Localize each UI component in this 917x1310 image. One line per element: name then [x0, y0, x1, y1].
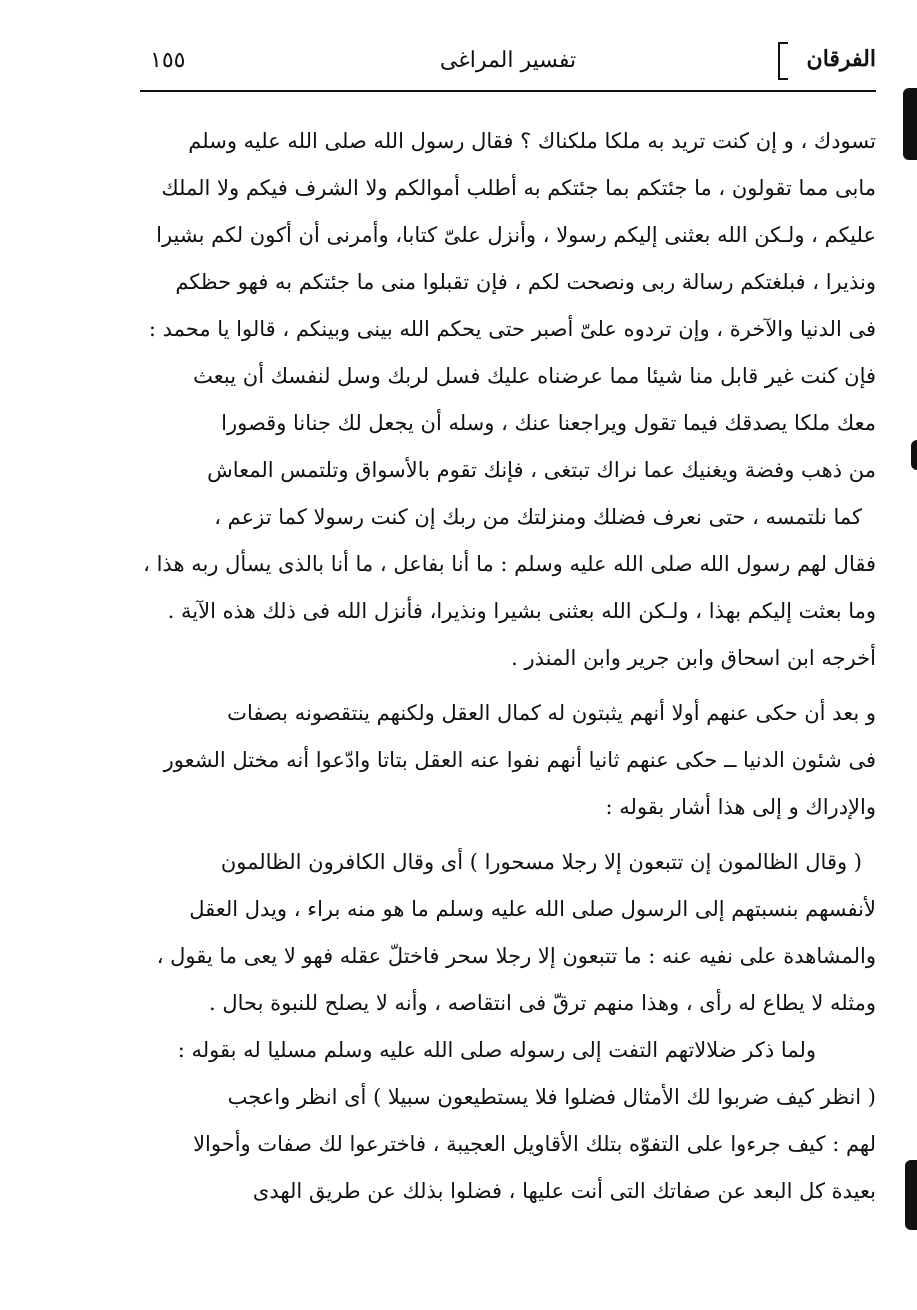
surah-name: الفرقان [806, 46, 876, 72]
page-number: ١٥٥ [150, 48, 186, 73]
text-line: فى الدنيا والآخرة ، وإن تردوه علىّ أصبر حتى يحكم الله بينى وبينكم ، قالوا يا محمد : [148, 317, 876, 341]
text-line: والمشاهدة على نفيه عنه : ما تتبعون إلا رجلا سحر فاختلّ عقله فهو لا يعى ما يقول ، [156, 944, 876, 968]
text-line: بعيدة كل البعد عن صفاتك التى أنت عليها ، فضلوا بذلك عن طريق الهدى [252, 1179, 876, 1203]
text-line: و بعد أن حكى عنهم أولا أنهم يثبتون له كمال العقل ولكنهم ينتقصونه بصفات [227, 701, 876, 725]
scan-edge-mark [905, 1160, 917, 1230]
text-line: عليكم ، ولـكن الله بعثنى إليكم رسولا ، وأنزل علىّ كتابا، وأمرنى أن أكون لكم بشيرا [156, 223, 876, 247]
text-line: لأنفسهم بنسبتهم إلى الرسول صلى الله عليه وسلم ما هو منه براء ، ويدل العقل [189, 897, 876, 921]
page-header [140, 42, 876, 86]
scan-edge-mark [903, 88, 917, 160]
text-line: وما بعثت إليكم بهذا ، ولـكن الله بعثنى بشيرا ونذيرا، فأنزل الله فى ذلك هذه الآية . [167, 599, 876, 623]
text-line: معك ملكا يصدقك فيما تقول ويراجعنا عنك ، وسله أن يجعل لك جنانا وقصورا [221, 411, 876, 435]
text-line: ومثله لا يطاع له رأى ، وهذا منهم ترقّ فى انتقاصه ، وأنه لا يصلح للنبوة بحال . [209, 991, 876, 1015]
text-line: فقال لهم رسول الله صلى الله عليه وسلم : ما أنا بفاعل ، ما أنا بالذى يسأل ربه هذا ، [143, 552, 876, 576]
text-line: مابى مما تقولون ، ما جئتكم بما جئتكم به أطلب أموالكم ولا الشرف فيكم ولا الملك [161, 176, 876, 200]
text-line: ولما ذكر ضلالاتهم التفت إلى رسوله صلى الله عليه وسلم مسليا له بقوله : [177, 1038, 816, 1062]
book-title: تفسير المراغى [439, 48, 577, 73]
text-line: والإدراك و إلى هذا أشار بقوله : [605, 795, 876, 819]
header-divider [140, 90, 876, 92]
text-line: فى شئون الدنيا ــ حكى عنهم ثانيا أنهم نفوا عنه العقل بتاتا وادّعوا أنه مختل الشعور [163, 748, 876, 772]
scan-edge-mark [911, 440, 917, 470]
text-line: تسودك ، و إن كنت تريد به ملكا ملكناك ؟ فقال رسول الله صلى الله عليه وسلم [188, 129, 876, 153]
text-line: من ذهب وفضة ويغنيك عما نراك تبتغى ، فإنك تقوم بالأسواق وتلتمس المعاش [207, 458, 876, 482]
text-line: فإن كنت غير قابل منا شيئا مما عرضناه عليك فسل لربك وسل لنفسك أن يبعث [193, 364, 876, 388]
text-line: كما نلتمسه ، حتى نعرف فضلك ومنزلتك من ربك إن كنت رسولا كما تزعم ، [214, 505, 862, 529]
body-text [140, 118, 876, 1215]
text-line: لهم : كيف جرءوا على التفوّه بتلك الأقاويل العجيبة ، فاخترعوا لك صفات وأحوالا [193, 1132, 876, 1156]
header-bracket [778, 42, 788, 80]
text-line: ونذيرا ، فبلغتكم رسالة ربى ونصحت لكم ، فإن تقبلوا منى ما جئتكم به فهو حظكم [175, 270, 876, 294]
text-line: ( انظر كيف ضربوا لك الأمثال فضلوا فلا يستطيعون سبيلا ) أى انظر واعجب [227, 1085, 876, 1109]
text-line: أخرجه ابن اسحاق وابن جرير وابن المنذر . [511, 646, 876, 670]
text-line: ( وقال الظالمون إن تتبعون إلا رجلا مسحورا ) أى وقال الكافرون الظالمون [220, 850, 862, 874]
